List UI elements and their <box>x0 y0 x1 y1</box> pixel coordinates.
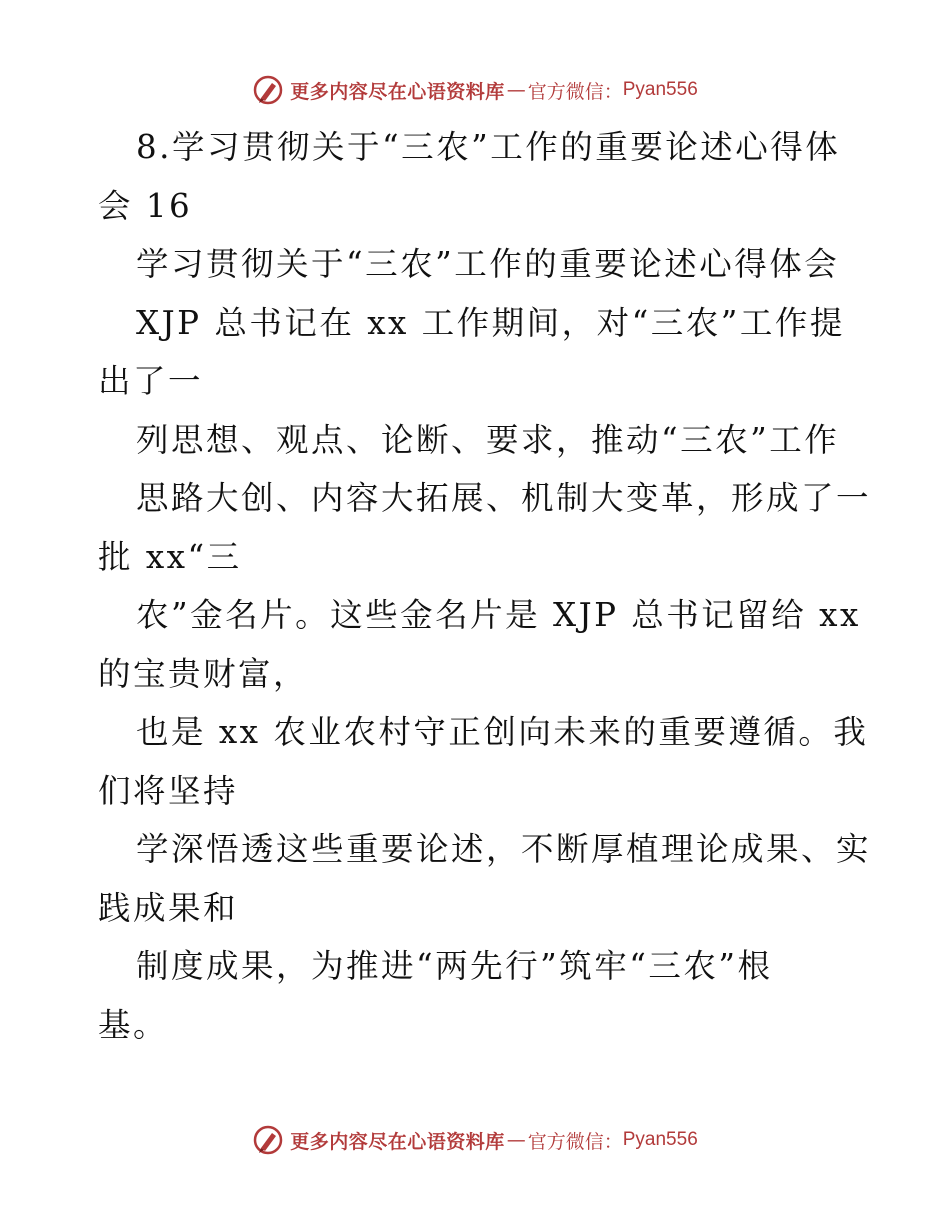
paragraph-line: 思路大创、内容大拓展、机制大变革，形成了一 <box>136 479 872 517</box>
pen-logo-icon <box>252 1124 284 1156</box>
watermark-wechat-id: Pyan556 <box>622 79 698 100</box>
paragraph-line: XJP 总书记在 xx 工作期间，对“三农”工作提 <box>136 303 845 342</box>
title-line-2: 会 16 <box>98 186 193 225</box>
watermark-sub-text: 官方微信： <box>527 1130 623 1153</box>
watermark-separator: — <box>506 1129 526 1151</box>
paragraph-line: 出了一 <box>98 362 204 400</box>
paragraph-line: 制度成果，为推进“两先行”筑牢“三农”根 <box>136 947 773 985</box>
watermark-header <box>0 70 950 110</box>
watermark-main-text: 更多内容尽在心语资料库 <box>290 1130 505 1153</box>
paragraph-line: 批 xx“三 <box>98 537 242 576</box>
watermark-wechat-id: Pyan556 <box>622 1129 698 1150</box>
paragraph-line: 学深悟透这些重要论述，不断厚植理论成果、实 <box>136 830 872 868</box>
document-body <box>98 118 872 1054</box>
watermark-sub-text: 官方微信： <box>527 80 623 103</box>
watermark-footer <box>0 1120 950 1160</box>
heading-line: 学习贯彻关于“三农”工作的重要论述心得体会 <box>136 245 840 283</box>
title-line-1: 8.学习贯彻关于“三农”工作的重要论述心得体 <box>136 128 841 166</box>
pen-logo-icon <box>252 74 284 106</box>
paragraph-line: 基。 <box>98 1005 169 1044</box>
paragraph-line: 列思想、观点、论断、要求，推动“三农”工作 <box>136 420 840 459</box>
watermark-separator: — <box>506 79 526 101</box>
paragraph-line: 也是 xx 农业农村守正创向未来的重要遵循。我 <box>136 713 869 751</box>
paragraph-line: 践成果和 <box>98 888 239 927</box>
paragraph-line: 农”金名片。这些金名片是 XJP 总书记留给 xx <box>136 596 861 634</box>
paragraph-line: 的宝贵财富， <box>98 654 309 693</box>
watermark-main-text: 更多内容尽在心语资料库 <box>290 80 505 103</box>
paragraph-line: 们将坚持 <box>98 771 239 810</box>
